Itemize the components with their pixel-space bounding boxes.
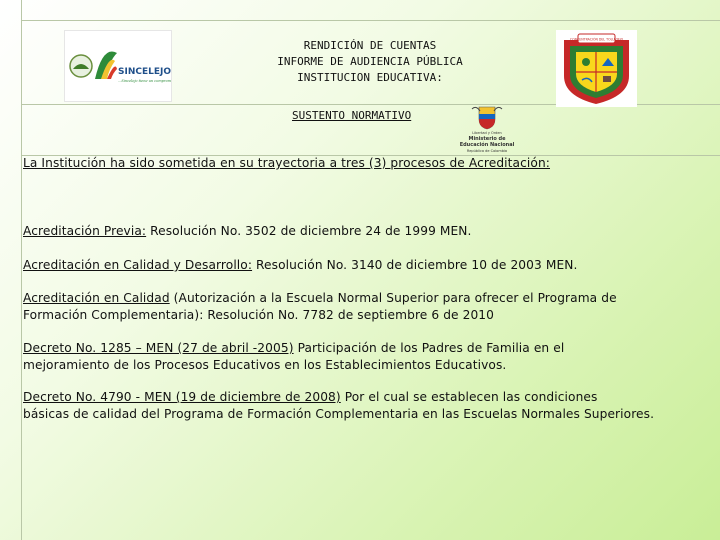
header-title-block [230, 38, 510, 86]
decree-4790 [23, 389, 713, 423]
ministry-name-line-1: Ministerio de [468, 136, 506, 142]
ministry-education-logo [450, 105, 524, 155]
accreditation-quality [23, 290, 713, 324]
vertical-rule [21, 0, 22, 540]
ministry-name-line-2: Educación Nacional [459, 142, 515, 148]
intro-paragraph: La Institución ha sido sometida en su trayectoria a tres (3) procesos de Acreditación: [23, 156, 550, 170]
header-line-1: RENDICIÓN DE CUENTAS [303, 39, 437, 52]
accreditation-quality-line-2: Formación Complementaria): Resolución No. 7782 de septiembre 6 de 2010 [23, 308, 495, 322]
accreditation-quality-development [23, 257, 713, 274]
sincelejo-tagline: ...Sincelejo tiene un compromiso [118, 79, 171, 83]
top-rule [21, 20, 720, 21]
accreditation-previous [23, 223, 713, 240]
ministry-motto: Libertad y Orden [472, 131, 502, 135]
section-subtitle: SUSTENTO NORMATIVO [292, 109, 412, 122]
accreditation-quality-development-label: Acreditación en Calidad y Desarrollo: [23, 258, 253, 272]
decree-4790-label: Decreto No. 4790 - MEN (19 de diciembre de 2008) [23, 390, 341, 404]
decree-1285-line-2: mejoramiento de los Procesos Educativos en los Establecimientos Educativos. [23, 358, 507, 372]
ministry-country: República de Colombia [466, 149, 508, 153]
decree-4790-text: Por el cual se establecen las condiciones [340, 390, 598, 404]
accreditation-previous-text: Resolución No. 3502 de diciembre 24 de 1999 MEN. [146, 224, 472, 238]
decree-1285 [23, 340, 713, 374]
sincelejo-logo [64, 30, 172, 102]
accreditation-quality-development-text: Resolución No. 3140 de diciembre 10 de 2003 MEN. [252, 258, 578, 272]
header-line-2: INFORME DE AUDIENCIA PÚBLICA [277, 55, 463, 68]
decree-1285-text: Participación de los Padres de Familia en el [293, 341, 565, 355]
school-crest-logo [556, 30, 637, 107]
sincelejo-wordmark: SINCELEJO [118, 67, 171, 77]
crest-banner-text: CONCENTRACIÓN DEL TOLUVIEJO [569, 37, 624, 42]
header-line-3: INSTITUCION EDUCATIVA: [297, 71, 443, 84]
decree-1285-label: Decreto No. 1285 – MEN (27 de abril -2005) [23, 341, 294, 355]
accreditation-quality-label: Acreditación en Calidad [23, 291, 170, 305]
decree-4790-line-2: básicas de calidad del Programa de Formación Complementaria en las Escuelas Normales Superiores. [23, 407, 655, 421]
accreditation-previous-label: Acreditación Previa: [23, 224, 147, 238]
accreditation-quality-text: (Autorización a la Escuela Normal Superior para ofrecer el Programa de [169, 291, 617, 305]
